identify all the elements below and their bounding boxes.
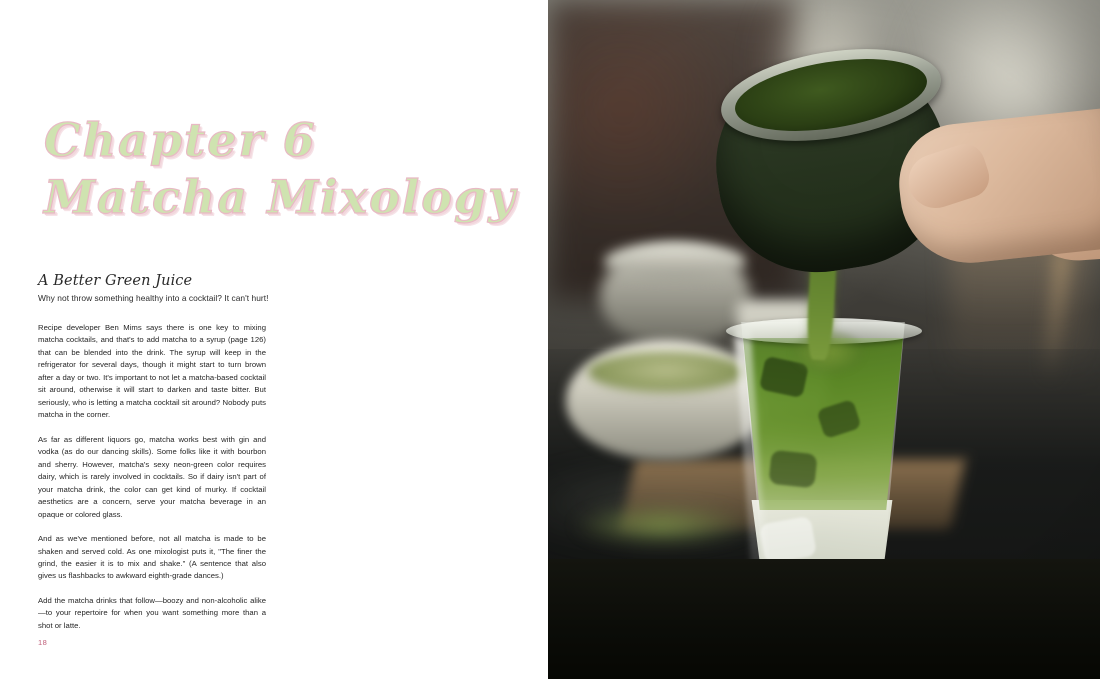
matcha-spill [562,501,762,549]
left-text-page [0,0,548,679]
chapter-title: Matcha Mixology [44,170,517,225]
body-paragraph: Recipe developer Ben Mims says there is one key to mixing matcha cocktails, and that's to add matcha to a syrup (page 126) that can be blended into the drink. The syrup will keep in the refrigerator for several days, though it might start to turn brown after a day or two. It's important to not let a matcha-based cocktail sit around, otherwise it will start to darken and taste bitter. But seriously, who is letting a matcha cocktail sit around? Nobody puts matcha in the corner. [38,323,266,420]
chapter-title-block [38,113,517,225]
body-paragraph: As far as different liquors go, matcha works best with gin and vodka (as do our dancing skills). Some folks like it with bourbon and sherry. However, matcha's sexy neon-green color requires dairy, which is rarely involved in cocktails. So if dairy isn't part of your matcha drink, the color can get kind of murky. If cocktail aesthetics are a concern, serve your matcha beverage in an opaque or colored glass. [38,434,266,519]
ceramic-bowl-back-rim [604,243,746,279]
counter-front-face [548,559,1100,679]
body-copy [38,322,266,632]
body-paragraph: And as we've mentioned before, not all matcha is made to be shaken and served cold. As one mixologist puts it, "The finer the grind, the easier it is to mix and shake." (A sentence that also gives us flashbacks to awkward eighth-grade dances.) [38,534,266,581]
section-heading: A Better Green Juice [38,273,193,289]
body-paragraph: Add the matcha drinks that follow—boozy and non-alcoholic alike—to your repertoire for when you want something more than a shot or latte. [38,595,266,630]
ice-cube [768,450,817,489]
section-dek: Why not throw something healthy into a cocktail? It can't hurt! [38,293,269,303]
chapter-label: Chapter 6 [44,113,317,167]
ceramic-bowl-front-matcha [588,352,744,392]
page-number: 18 [38,638,48,647]
